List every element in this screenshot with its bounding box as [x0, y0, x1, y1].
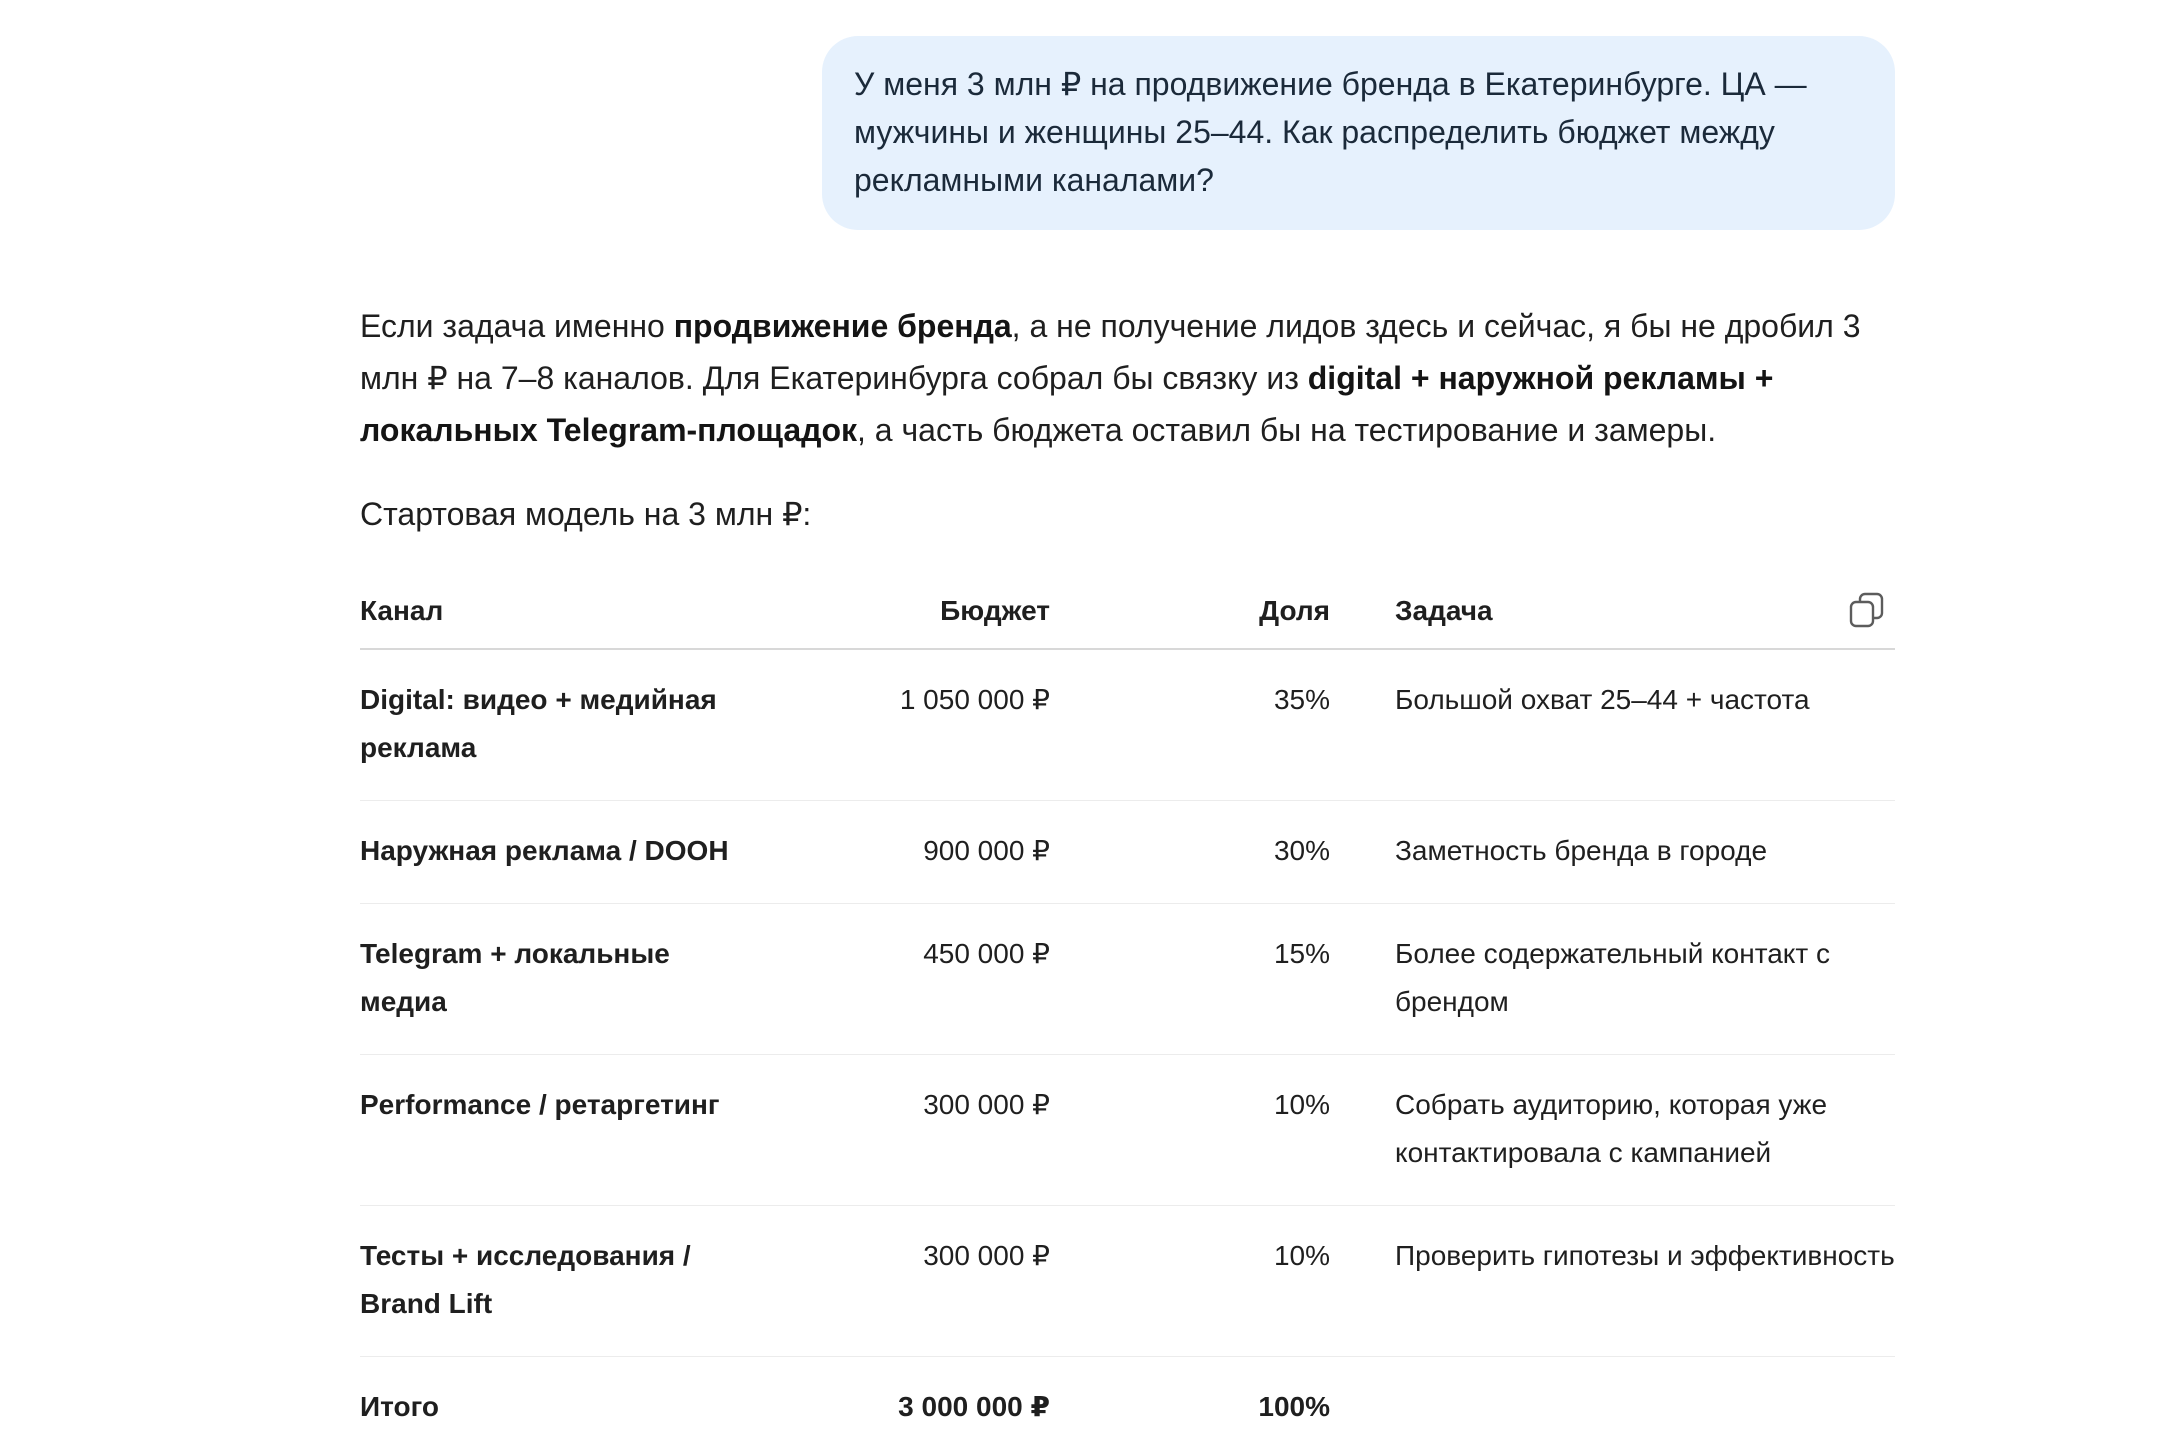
- cell-budget: 900 000 ₽: [790, 801, 1050, 904]
- budget-table: [360, 592, 1895, 1446]
- cell-channel: Digital: видео + медийная реклама: [360, 649, 790, 801]
- intro-bold-2: digital + наружной рекламы + локальных Telegram-площадок: [360, 360, 1774, 448]
- cell-channel: Тесты + исследования / Brand Lift: [360, 1206, 790, 1357]
- intro-text-3: , а часть бюджета оставил бы на тестирование и замеры.: [857, 412, 1717, 448]
- table-row: [360, 649, 1895, 801]
- cell-budget: 450 000 ₽: [790, 904, 1050, 1055]
- copy-icon[interactable]: [1847, 590, 1887, 630]
- cell-budget: 300 000 ₽: [790, 1206, 1050, 1357]
- intro-text-1: Если задача именно: [360, 308, 674, 344]
- total-share: 100%: [1258, 1391, 1330, 1422]
- table-row: [360, 801, 1895, 904]
- header-budget: Бюджет: [790, 592, 1050, 649]
- budget-table-container: [360, 592, 1895, 1446]
- header-task: Задача: [1330, 592, 1895, 649]
- table-total-row: [360, 1357, 1895, 1446]
- cell-share: 35%: [1050, 649, 1330, 801]
- table-header-row: [360, 592, 1895, 649]
- cell-task: Заметность бренда в городе: [1330, 801, 1895, 904]
- cell-share: 15%: [1050, 904, 1330, 1055]
- cell-channel: Telegram + локальные медиа: [360, 904, 790, 1055]
- cell-share: 30%: [1050, 801, 1330, 904]
- cell-share: 10%: [1050, 1055, 1330, 1206]
- table-row: [360, 1055, 1895, 1206]
- header-channel: Канал: [360, 592, 790, 649]
- cell-task: Собрать аудиторию, которая уже контактировала с кампанией: [1330, 1055, 1895, 1206]
- cell-channel: Performance / ретаргетинг: [360, 1055, 790, 1206]
- user-message-bubble: [822, 36, 1895, 230]
- cell-budget: 1 050 000 ₽: [790, 649, 1050, 801]
- intro-text-2: , а не получение лидов здесь и сейчас, я бы не дробил 3 млн ₽ на 7–8 каналов. Для Екатеринбурга собрал бы связку из: [360, 308, 1861, 396]
- cell-budget: 300 000 ₽: [790, 1055, 1050, 1206]
- table-row: [360, 1206, 1895, 1357]
- cell-task: Более содержательный контакт с брендом: [1330, 904, 1895, 1055]
- assistant-message: [360, 300, 1895, 1446]
- table-lead-text: Стартовая модель на 3 млн ₽:: [360, 496, 812, 532]
- intro-bold-1: продвижение бренда: [673, 308, 1012, 344]
- cell-share: 10%: [1050, 1206, 1330, 1357]
- cell-task: Проверить гипотезы и эффективность: [1330, 1206, 1895, 1357]
- table-row: [360, 904, 1895, 1055]
- total-label: Итого: [360, 1391, 439, 1422]
- user-message-text: У меня 3 млн ₽ на продвижение бренда в Екатеринбурге. ЦА — мужчины и женщины 25–44. Как распределить бюджет между рекламными каналами?: [854, 66, 1807, 198]
- cell-channel: Наружная реклама / DOOH: [360, 801, 790, 904]
- cell-task: Большой охват 25–44 + частота: [1330, 649, 1895, 801]
- header-share: Доля: [1050, 592, 1330, 649]
- total-task: [1330, 1357, 1895, 1446]
- total-budget: 3 000 000 ₽: [898, 1391, 1050, 1422]
- assistant-intro-paragraph: [360, 300, 1895, 456]
